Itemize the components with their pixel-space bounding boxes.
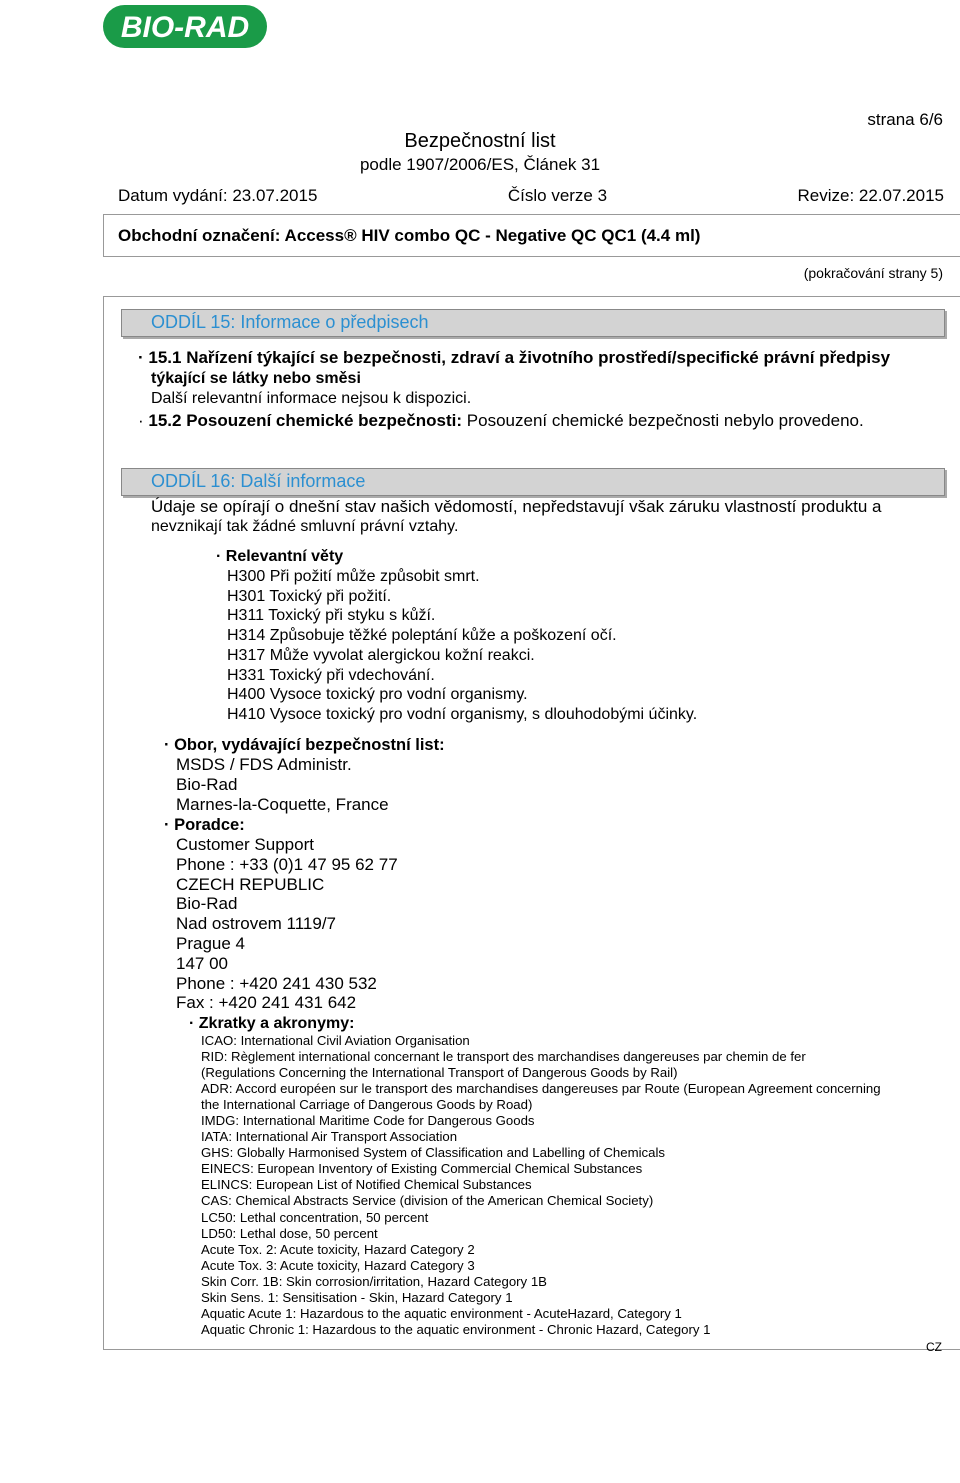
bio-rad-logo: [103, 5, 267, 48]
section-15-2-title: 15.2 Posouzení chemické bezpečnosti:: [148, 411, 463, 430]
advisor-title: · Poradce:: [164, 816, 245, 834]
issuer-line: Marnes-la-Coquette, France: [176, 794, 389, 814]
product-name: Obchodní označení: Access® HIV combo QC - Negative QC QC1 (4.4 ml): [118, 226, 701, 245]
issue-date: Datum vydání: 23.07.2015: [118, 186, 318, 205]
hazard-phrase: H410 Vysoce toxický pro vodní organismy, s dlouhodobými účinky.: [227, 705, 698, 723]
advisor-line: Fax : +420 241 431 642: [176, 993, 357, 1013]
abbreviation-item: ELINCS: European List of Notified Chemical Substances: [201, 1177, 532, 1193]
abbreviation-item: (Regulations Concerning the International Transport of Dangerous Goods by Rail): [201, 1065, 678, 1081]
hazard-phrase: H400 Vysoce toxický pro vodní organismy.: [227, 686, 528, 704]
hazard-phrase: H300 Při požití může způsobit smrt.: [227, 568, 480, 585]
advisor-line: CZECH REPUBLIC: [176, 874, 325, 894]
abbreviation-item: RID: Règlement international concernant le transport des marchandises dangereuses par chemin de fer: [201, 1049, 806, 1065]
advisor-line: 147 00: [176, 953, 228, 973]
advisor-details: [176, 835, 398, 1013]
abbreviation-item: IATA: International Air Transport Association: [201, 1129, 458, 1145]
issuer-line: MSDS / FDS Administr.: [176, 755, 352, 774]
document-subtitle: podle 1907/2006/ES, Článek 31: [359, 155, 601, 174]
abbreviations-list: [201, 1033, 881, 1338]
version-number: Číslo verze 3: [507, 186, 608, 205]
section-16-header: [121, 468, 945, 496]
abbreviation-item: ADR: Accord européen sur le transport des marchandises dangereuses par Route (European Agreement concerning: [201, 1081, 881, 1097]
continuation-note: (pokračování strany 5): [803, 265, 943, 281]
section-16-title: ODDÍL 16: Další informace: [151, 471, 366, 491]
abbreviation-item: Aquatic Chronic 1: Hazardous to the aquatic environment - Chronic Hazard, Category 1: [201, 1321, 711, 1337]
document-meta-row: [118, 186, 944, 206]
abbreviation-item: Acute Tox. 3: Acute toxicity, Hazard Category 3: [201, 1257, 475, 1273]
abbreviation-item: Skin Sens. 1: Sensitisation - Skin, Hazard Category 1: [201, 1289, 513, 1305]
section-15-header: [121, 309, 945, 337]
hazard-phrase: H301 Toxický při požití.: [227, 587, 392, 605]
hazard-phrase: H314 Způsobuje těžké poleptání kůže a poškození očí.: [227, 627, 617, 645]
abbreviation-item: Acute Tox. 2: Acute toxicity, Hazard Category 2: [201, 1241, 475, 1257]
section-15-title: ODDÍL 15: Informace o předpisech: [151, 312, 429, 332]
section-16-intro-line1: Údaje se opírají o dnešní stav našich vědomostí, nepředstavují však záruku vlastností produktu a: [151, 497, 882, 516]
abbreviation-item: EINECS: European Inventory of Existing Commercial Chemical Substances: [201, 1161, 643, 1177]
section-15-1-title: · 15.1 Nařízení týkající se bezpečnosti, zdraví a životního prostředí/specifické právní předpisy: [138, 348, 891, 367]
abbreviations-title: · Zkratky a akronymy:: [189, 1015, 355, 1032]
issuer-details: [176, 755, 389, 814]
hazard-phrase: H331 Toxický při vdechování.: [227, 666, 435, 684]
abbreviation-item: LC50: Lethal concentration, 50 percent: [201, 1209, 429, 1225]
hazard-phrase: H311 Toxický při styku s kůží.: [227, 607, 436, 625]
abbreviation-item: Aquatic Acute 1: Hazardous to the aquatic environment - AcuteHazard, Category 1: [201, 1305, 682, 1321]
issuer-line: Bio-Rad: [176, 774, 238, 794]
abbreviation-item: IMDG: International Maritime Code for Dangerous Goods: [201, 1113, 535, 1129]
section-16-intro-line2: nevznikají tak žádné smluvní právní vztahy.: [151, 518, 459, 535]
country-code: CZ: [926, 1340, 942, 1354]
section-15-2: · 15.2 Posouzení chemické bezpečnosti: Posouzení chemické bezpečnosti nebylo provedeno.: [138, 411, 864, 430]
section-15-2-text: Posouzení chemické bezpečnosti nebylo provedeno.: [466, 411, 864, 430]
advisor-line: Customer Support: [176, 835, 314, 854]
logo-text: BIO-RAD: [120, 11, 250, 44]
page-number: strana 6/6: [867, 110, 943, 129]
advisor-line: Phone : +33 (0)1 47 95 62 77: [176, 854, 398, 874]
document-title: Bezpečnostní list: [404, 130, 556, 152]
hazard-phrase: H317 Může vyvolat alergickou kožní reakci.: [227, 646, 535, 664]
abbreviation-item: CAS: Chemical Abstracts Service (division of the American Chemical Society): [201, 1193, 654, 1209]
section-15-1-text: Další relevantní informace nejsou k dispozici.: [151, 390, 472, 407]
relevant-phrases-title: · Relevantní věty: [216, 548, 344, 565]
advisor-line: Phone : +420 241 430 532: [176, 973, 377, 993]
abbreviation-item: GHS: Globally Harmonised System of Classification and Labelling of Chemicals: [201, 1145, 665, 1161]
advisor-line: Prague 4: [176, 933, 245, 953]
abbreviation-item: Skin Corr. 1B: Skin corrosion/irritation, Hazard Category 1B: [201, 1273, 547, 1289]
hazard-phrases-list: [227, 567, 697, 725]
section-15-1-title-cont: týkající se látky nebo směsi: [151, 370, 361, 387]
issuer-title: · Obor, vydávající bezpečnostní list:: [164, 736, 445, 754]
abbreviation-item: ICAO: International Civil Aviation Organisation: [201, 1033, 470, 1048]
abbreviation-item: the International Carriage of Dangerous Goods by Road): [201, 1097, 533, 1113]
revision-date: Revize: 22.07.2015: [797, 186, 944, 205]
advisor-line: Bio-Rad: [176, 894, 238, 914]
abbreviation-item: LD50: Lethal dose, 50 percent: [201, 1225, 378, 1241]
advisor-line: Nad ostrovem 1119/7: [176, 914, 337, 934]
